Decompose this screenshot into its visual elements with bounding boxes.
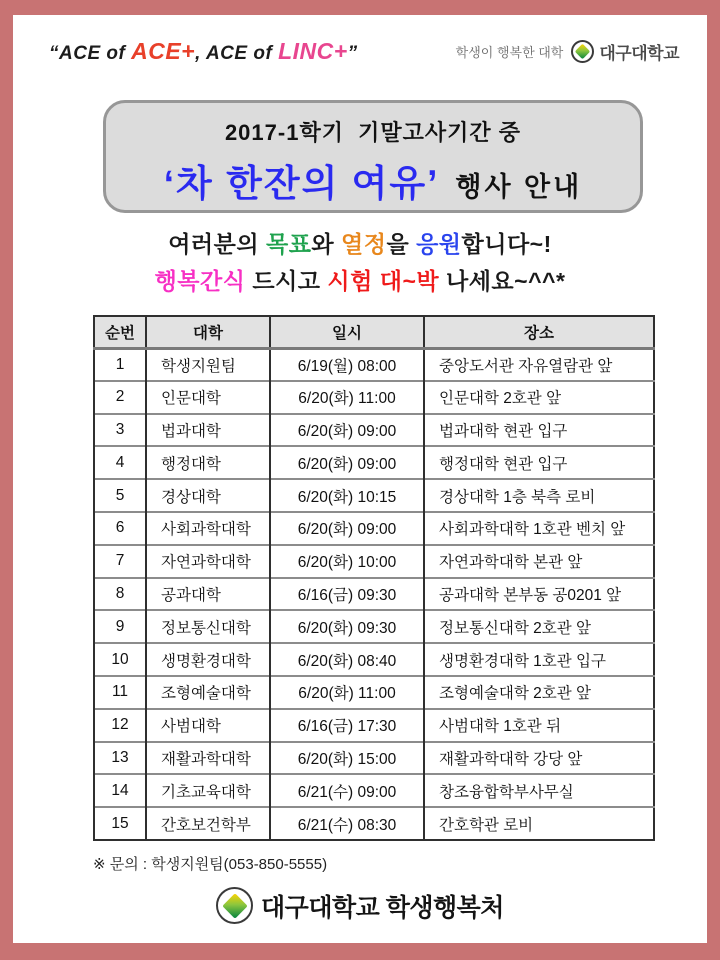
table-row [94,512,654,545]
header-dept: 대학 [146,316,270,348]
cell-no: 13 [94,742,146,775]
cell-no: 14 [94,774,146,807]
table-row [94,676,654,709]
header-time: 일시 [270,316,424,348]
table-row [94,709,654,742]
cell-place: 사범대학 1호관 뒤 [424,709,654,742]
cell-time: 6/16(금) 17:30 [270,709,424,742]
cell-time: 6/20(화) 09:00 [270,446,424,479]
cell-no: 8 [94,578,146,611]
cell-place: 경상대학 1층 북측 로비 [424,479,654,512]
cell-dept: 행정대학 [146,446,270,479]
cell-no: 1 [94,348,146,381]
cell-place: 중앙도서관 자유열람관 앞 [424,348,654,381]
cell-place: 간호학관 로비 [424,807,654,840]
table-row [94,479,654,512]
slogan-linc-plus: LINC+ [278,37,348,64]
cell-no: 4 [94,446,146,479]
cell-no: 2 [94,381,146,414]
slogan-ace-plus: ACE+ [131,37,196,64]
event-name-line [106,153,640,207]
table-row [94,610,654,643]
cell-place: 인문대학 2호관 앞 [424,381,654,414]
cell-place: 공과대학 본부동 공0201 앞 [424,578,654,611]
cell-no: 11 [94,676,146,709]
msg2-exam: 시험 대~박 [327,268,440,294]
cell-time: 6/16(금) 09:30 [270,578,424,611]
ace-linc-slogan [49,38,358,65]
cell-no: 12 [94,709,146,742]
cell-time: 6/19(월) 08:00 [270,348,424,381]
cell-dept: 조형예술대학 [146,676,270,709]
msg1-s5: 을 [386,231,417,257]
table-row [94,578,654,611]
table-row [94,381,654,414]
university-emblem-icon [216,887,253,924]
msg1-cheer: 응원 [416,231,462,257]
cell-dept: 학생지원팀 [146,348,270,381]
cell-place: 자연과학대학 본관 앞 [424,545,654,578]
cell-time: 6/20(화) 10:00 [270,545,424,578]
cell-place: 조형예술대학 2호관 앞 [424,676,654,709]
cell-dept: 사범대학 [146,709,270,742]
slogan-post: ” [347,42,358,64]
table-row [94,774,654,807]
university-name: 대구대학교 [599,43,679,63]
cell-dept: 공과대학 [146,578,270,611]
cell-no: 3 [94,414,146,447]
cell-place: 재활과학대학 강당 앞 [424,742,654,775]
event-name-suffix: 행사 안내 [455,172,583,202]
table-row [94,545,654,578]
schedule-table [93,315,655,841]
cell-dept: 사회과학대학 [146,512,270,545]
cell-time: 6/20(화) 09:00 [270,414,424,447]
cell-place: 행정대학 현관 입구 [424,446,654,479]
cell-no: 9 [94,610,146,643]
cell-place: 정보통신대학 2호관 앞 [424,610,654,643]
header-place: 장소 [424,316,654,348]
brand-tagline: 학생이 행복한 대학 [455,44,564,60]
cell-dept: 기초교육대학 [146,774,270,807]
cheer-message [13,226,707,300]
event-name: ‘차 한잔의 여유’ [163,163,440,204]
contact-note: ※ 문의 : 학생지원팀(053-850-5555) [93,856,328,873]
cell-dept: 간호보건학부 [146,807,270,840]
cell-time: 6/21(수) 08:30 [270,807,424,840]
title-box [103,100,643,213]
table-row [94,446,654,479]
top-bar [49,31,679,71]
diamond-icon [222,893,247,918]
header-no: 순번 [94,316,146,348]
diamond-icon [575,43,591,59]
cell-no: 6 [94,512,146,545]
event-period-title: 2017-1학기 기말고사기간 중 [224,120,522,145]
university-brand [456,39,679,64]
cell-dept: 법과대학 [146,414,270,447]
cheer-line-2 [13,263,707,300]
cell-place: 창조융합학부사무실 [424,774,654,807]
cell-no: 5 [94,479,146,512]
cell-place: 법과대학 현관 입구 [424,414,654,447]
table-row [94,348,654,381]
msg1-goal: 목표 [265,231,312,257]
footer-org-name: 대구대학교 학생행복처 [261,893,504,922]
cell-time: 6/20(화) 09:30 [270,610,424,643]
slogan-pre: “ACE of [49,42,132,64]
cell-time: 6/20(화) 08:40 [270,643,424,676]
footer-logo [13,887,707,924]
msg1-s3: 와 [311,231,342,257]
cell-dept: 인문대학 [146,381,270,414]
cell-time: 6/20(화) 15:00 [270,742,424,775]
cell-time: 6/21(수) 09:00 [270,774,424,807]
cell-time: 6/20(화) 10:15 [270,479,424,512]
cell-time: 6/20(화) 11:00 [270,381,424,414]
cell-dept: 자연과학대학 [146,545,270,578]
table-row [94,643,654,676]
cell-dept: 재활과학대학 [146,742,270,775]
table-row [94,807,654,840]
cell-place: 사회과학대학 1호관 벤치 앞 [424,512,654,545]
cheer-line-1 [13,226,707,263]
msg1-s7: 합니다~! [461,231,552,257]
cell-dept: 경상대학 [146,479,270,512]
msg2-s2: 드시고 [245,268,328,294]
msg2-snack: 행복간식 [154,268,246,294]
cell-no: 10 [94,643,146,676]
cell-no: 7 [94,545,146,578]
table-row [94,742,654,775]
cell-time: 6/20(화) 09:00 [270,512,424,545]
msg1-passion: 열정 [341,231,387,257]
table-row [94,414,654,447]
cell-no: 15 [94,807,146,840]
table-header-row [94,316,654,348]
cell-time: 6/20(화) 11:00 [270,676,424,709]
msg1-s1: 여러분의 [168,231,266,257]
university-emblem-icon [571,40,594,63]
cell-place: 생명환경대학 1호관 입구 [424,643,654,676]
cell-dept: 정보통신대학 [146,610,270,643]
slogan-mid: , ACE of [195,42,279,64]
msg2-s4: 나세요~^^* [439,268,566,294]
cell-dept: 생명환경대학 [146,643,270,676]
